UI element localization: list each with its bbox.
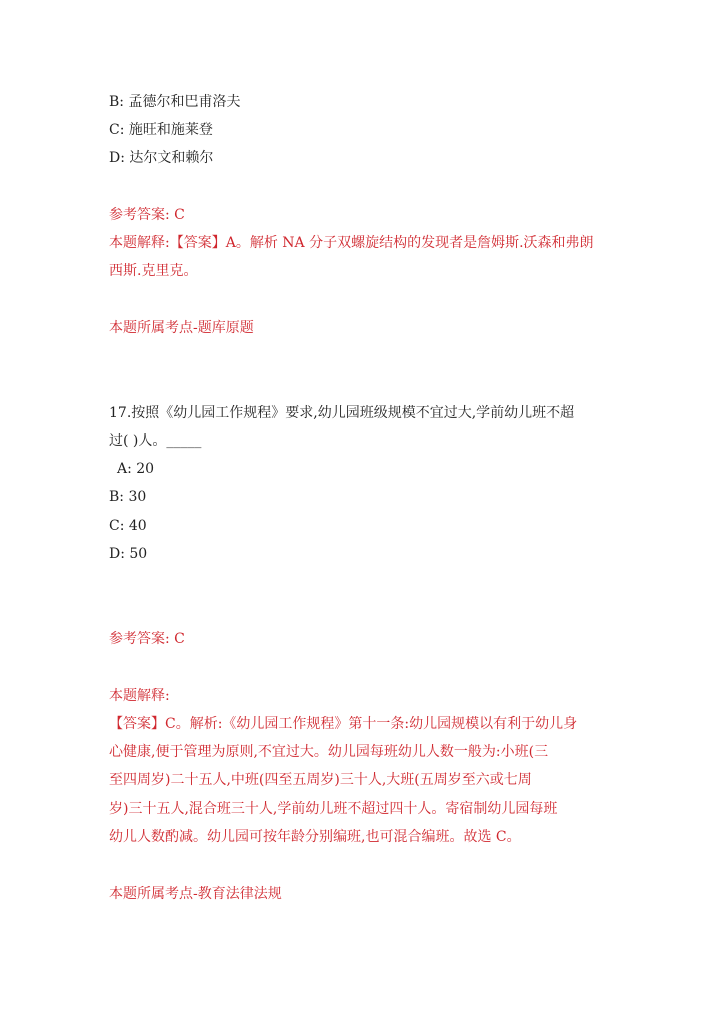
q16-explanation-line-1: 本题解释:【答案】A。解析 NA 分子双螺旋结构的发现者是詹姆斯.沃森和弗朗	[109, 235, 594, 251]
q16-explanation-line-2: 西斯.克里克。	[109, 263, 198, 279]
q17-explanation-label: 本题解释:	[109, 688, 170, 704]
q17-answer: 参考答案: C	[109, 631, 185, 647]
q17-option-d: D: 50	[109, 546, 148, 562]
q17-explanation-line-4: 岁)三十五人,混合班三十人,学前幼儿班不超过四十人。寄宿制幼儿园每班	[109, 801, 558, 817]
q17-option-c: C: 40	[109, 518, 147, 534]
q17-explanation-line-2: 心健康,便于管理为原则,不宜过大。幼儿园每班幼儿人数一般为:小班(三	[109, 744, 549, 760]
q17-category: 本题所属考点-教育法律法规	[109, 886, 282, 902]
q16-answer: 参考答案: C	[109, 207, 185, 223]
q16-option-b: B: 孟德尔和巴甫洛夫	[109, 94, 241, 110]
q17-option-a: A: 20	[117, 461, 155, 477]
q17-explanation-line-1: 【答案】C。解析:《幼儿园工作规程》第十一条:幼儿园规模以有利于幼儿身	[109, 716, 578, 732]
q16-option-d: D: 达尔文和赖尔	[109, 150, 214, 166]
q17-explanation-line-5: 幼儿人数酌减。幼儿园可按年龄分别编班,也可混合编班。故选 C。	[109, 829, 521, 845]
q17-stem-line-2: 过( )人。_____	[109, 433, 202, 449]
q17-explanation-line-3: 至四周岁)二十五人,中班(四至五周岁)三十人,大班(五周岁至六或七周	[109, 772, 532, 788]
q16-category: 本题所属考点-题库原题	[109, 320, 254, 336]
q17-option-b: B: 30	[109, 489, 147, 505]
q17-stem-line-1: 17.按照《幼儿园工作规程》要求,幼儿园班级规模不宜过大,学前幼儿班不超	[109, 405, 575, 421]
q16-option-c: C: 施旺和施莱登	[109, 122, 213, 138]
